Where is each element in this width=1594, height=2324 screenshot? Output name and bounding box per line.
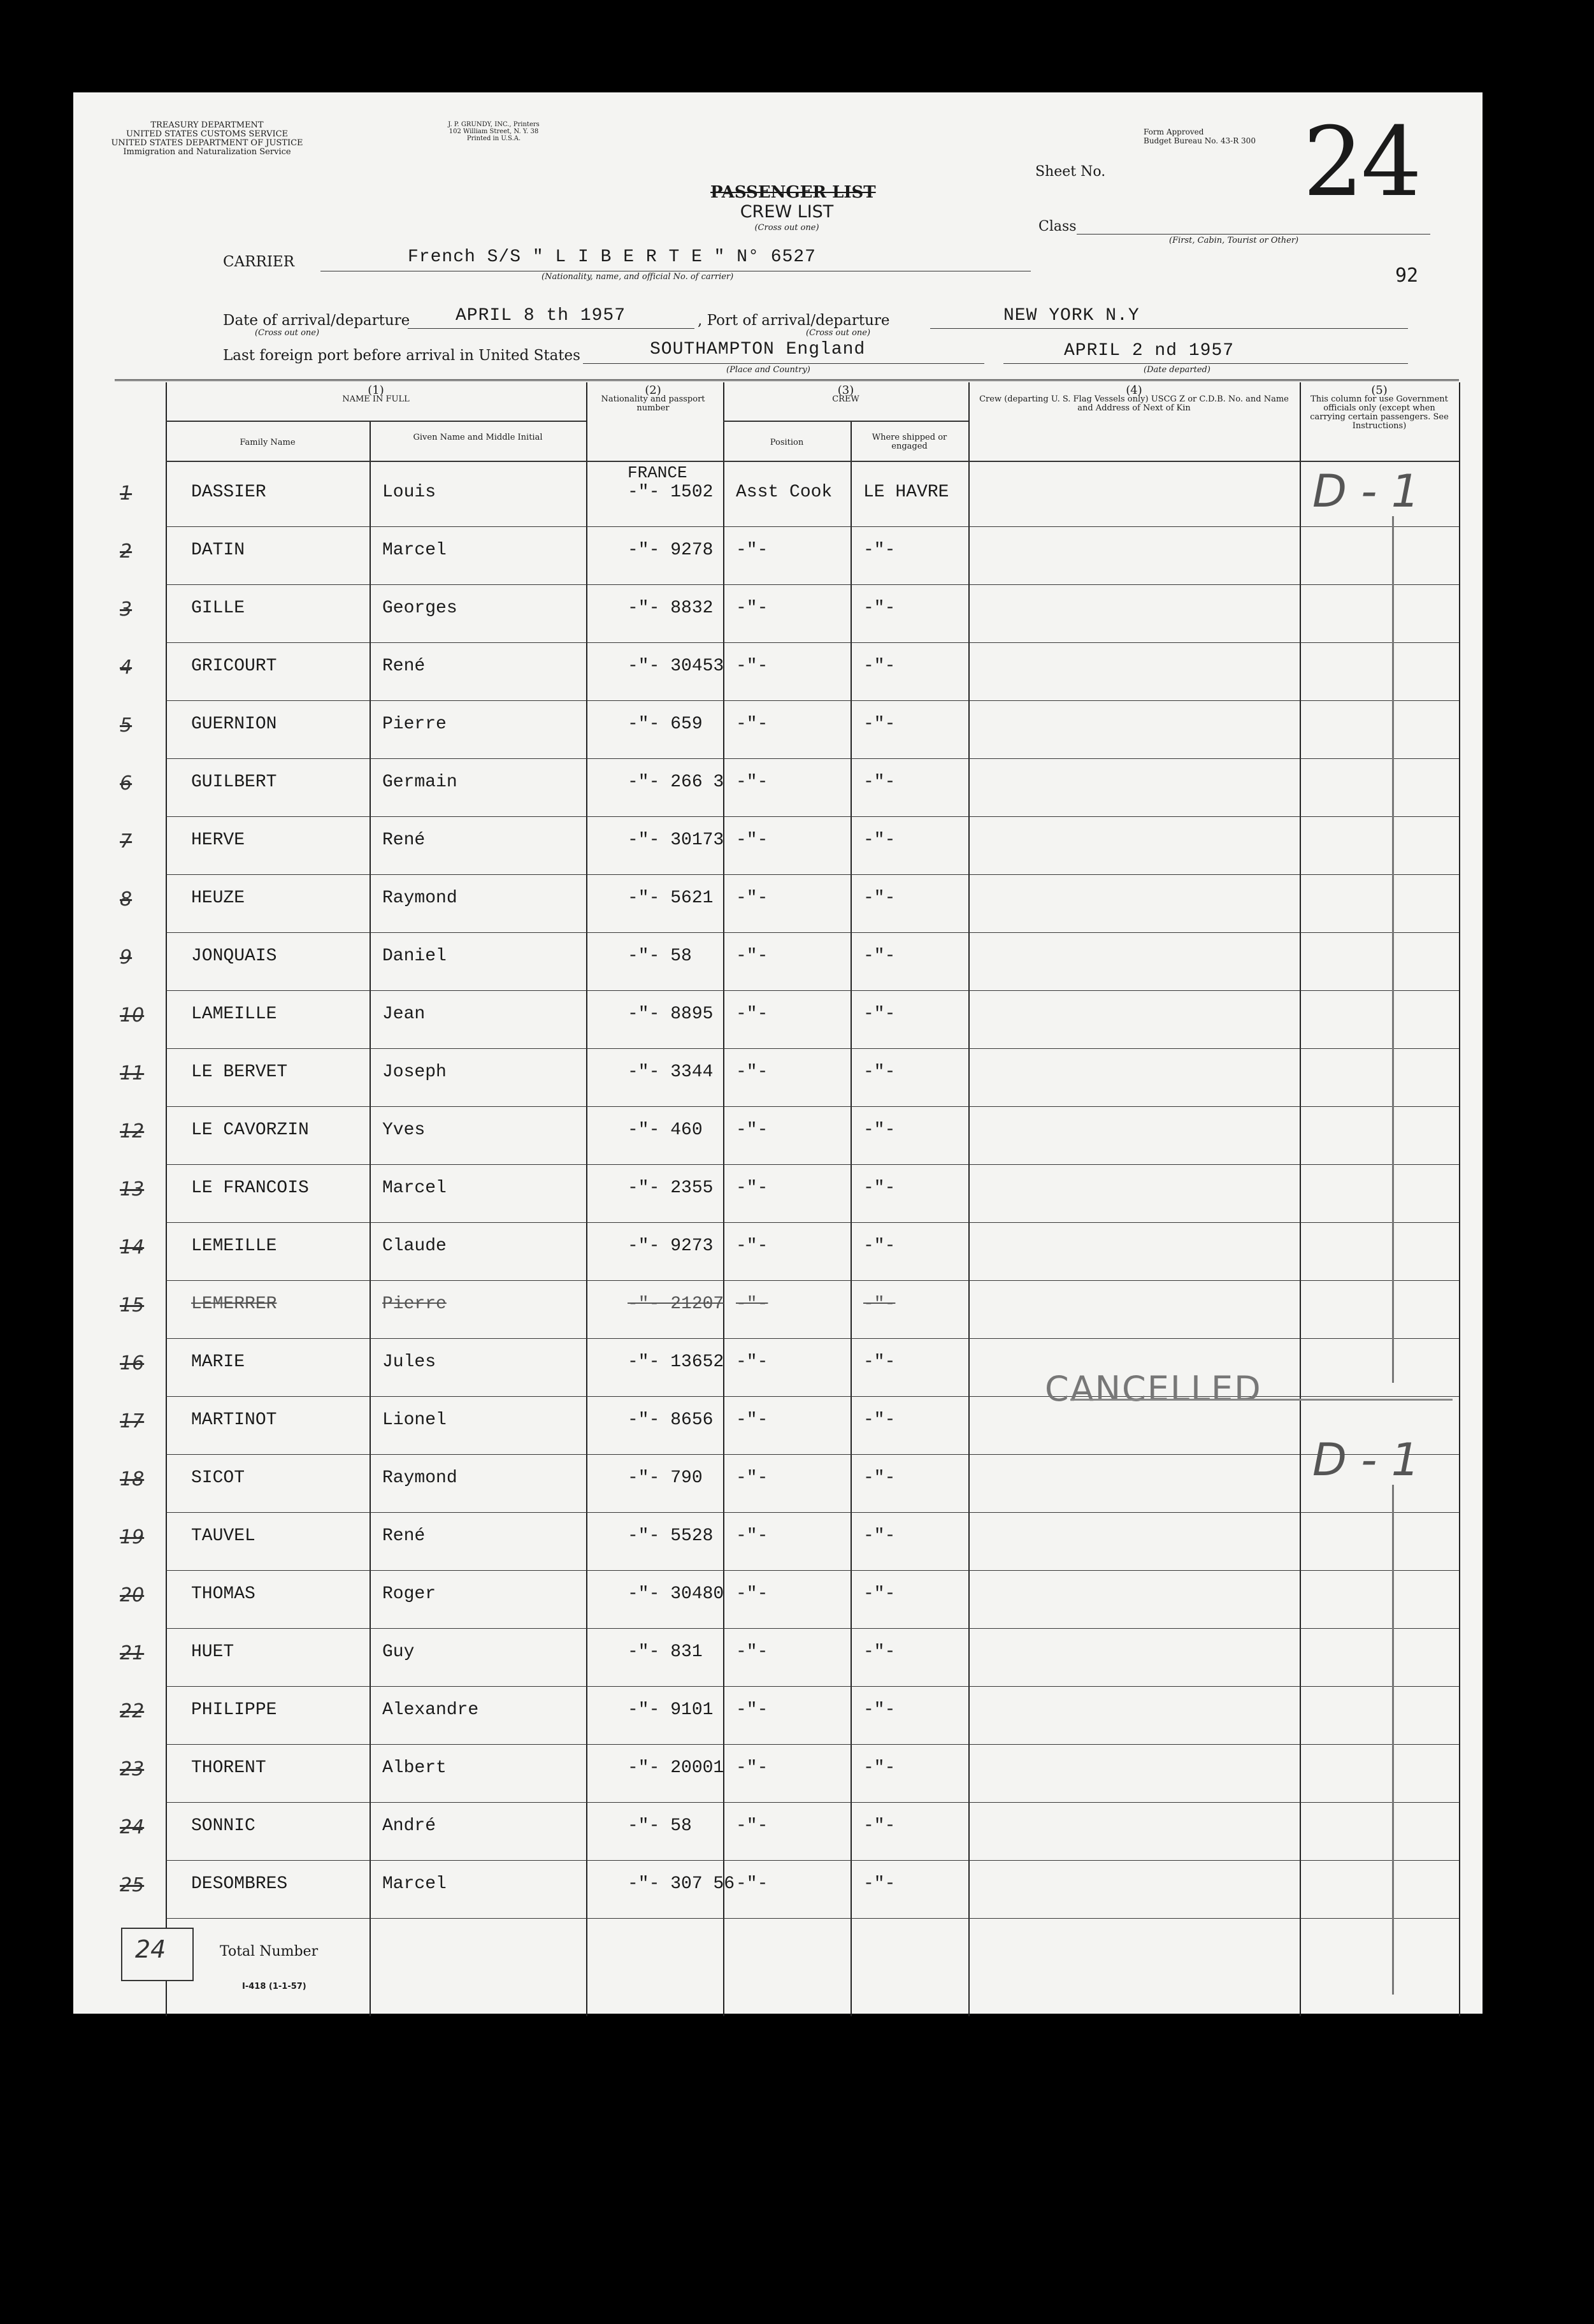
row-rule — [166, 816, 1459, 817]
cell-given: Albert — [382, 1758, 447, 1778]
row-rule — [166, 1454, 1459, 1455]
row-number: 20 — [120, 1584, 145, 1606]
col5-header — [1306, 386, 1453, 431]
row-number: 18 — [120, 1468, 145, 1490]
cell-passport: -"- 790 — [628, 1468, 703, 1488]
cell-shipped: -"- — [863, 1642, 896, 1662]
cell-family: GRICOURT — [191, 656, 277, 676]
cell-given: Guy — [382, 1642, 415, 1662]
cell-position: -"- — [736, 1294, 768, 1314]
row-number: 11 — [120, 1062, 145, 1085]
cell-shipped: -"- — [863, 946, 896, 966]
header-bottom-rule — [166, 461, 1459, 462]
cell-family: LE CAVORZIN — [191, 1120, 309, 1140]
cell-passport: -"- 58 — [628, 1816, 692, 1836]
pencil-mark-lower: D - 1 — [1312, 1434, 1420, 1486]
title-crew-list: CREW LIST — [740, 202, 834, 222]
cell-family: TAUVEL — [191, 1526, 255, 1546]
col5-title: This column for use Government officials only (except when carrying certain passengers. See Instructions) — [1310, 394, 1449, 431]
cell-family: DESOMBRES — [191, 1874, 288, 1894]
cell-passport: -"- 5621 — [628, 888, 714, 908]
port-sub: (Cross out one) — [806, 328, 871, 338]
cell-family: LE FRANCOIS — [191, 1178, 309, 1198]
row-rule — [166, 1164, 1459, 1165]
cell-family: MARIE — [191, 1352, 245, 1372]
last-port-line — [583, 363, 984, 364]
cell-shipped: -"- — [863, 1874, 896, 1894]
row-rule — [166, 1512, 1459, 1513]
cell-given: Pierre — [382, 714, 447, 734]
cancelled-strike — [1070, 1399, 1453, 1401]
cell-given: Marcel — [382, 1178, 447, 1198]
cell-family: SICOT — [191, 1468, 245, 1488]
cell-shipped: -"- — [863, 1410, 896, 1430]
cell-shipped: -"- — [863, 1004, 896, 1024]
cell-passport: -"- 30453 — [628, 656, 724, 676]
form-code: I-418 (1-1-57) — [242, 1982, 306, 1991]
last-port-label: Last foreign port before arrival in United States — [223, 347, 580, 364]
title-sub: (Cross out one) — [754, 223, 819, 233]
cell-given: René — [382, 1526, 426, 1546]
cell-position: -"- — [736, 1526, 768, 1546]
cell-family: LAMEILLE — [191, 1004, 277, 1024]
date-departed-sub: (Date departed) — [1144, 365, 1210, 375]
cell-passport: -"- 20001 — [628, 1758, 724, 1778]
col-divider — [370, 421, 371, 2016]
position-header: Position — [770, 438, 804, 447]
row-rule — [166, 1048, 1459, 1049]
cell-position: -"- — [736, 772, 768, 792]
port-label: , Port of arrival/departure — [698, 312, 890, 329]
cell-passport: -"- 460 — [628, 1120, 703, 1140]
port-line — [930, 328, 1408, 329]
nationality-header: FRANCE — [628, 463, 687, 482]
cell-family: SONNIC — [191, 1816, 255, 1836]
date-departed-line — [1003, 363, 1408, 364]
cell-given: Jules — [382, 1352, 436, 1372]
row-rule — [166, 1686, 1459, 1687]
subhead-rule — [723, 421, 968, 422]
cell-family: DASSIER — [191, 482, 266, 502]
cell-position: -"- — [736, 1004, 768, 1024]
form-line: Form Approved — [1144, 127, 1204, 136]
cell-family: LEMERRER — [191, 1294, 277, 1314]
form-line: Budget Bureau No. 43-R 300 — [1144, 136, 1256, 145]
cell-passport: -"- 8832 — [628, 598, 714, 618]
cell-given: André — [382, 1816, 436, 1836]
col-divider — [1300, 382, 1301, 2016]
cell-position: -"- — [736, 1178, 768, 1198]
cell-position: -"- — [736, 540, 768, 560]
date-sub: (Cross out one) — [255, 328, 320, 338]
cell-shipped: -"- — [863, 656, 896, 676]
cell-position: -"- — [736, 1642, 768, 1662]
row-rule — [166, 642, 1459, 643]
page-number: 92 — [1395, 264, 1419, 287]
cell-shipped: -"- — [863, 714, 896, 734]
cancelled-stamp: CANCELLED — [1045, 1369, 1262, 1409]
cell-shipped: -"- — [863, 772, 896, 792]
cell-family: HEUZE — [191, 888, 245, 908]
row-number: 25 — [120, 1874, 145, 1896]
row-rule — [166, 1802, 1459, 1803]
col2-title: Nationality and passport number — [601, 394, 705, 413]
cell-family: MARTINOT — [191, 1410, 277, 1430]
cell-position: -"- — [736, 1700, 768, 1720]
cell-given: Daniel — [382, 946, 447, 966]
carrier-sub: (Nationality, name, and official No. of carrier) — [542, 272, 734, 282]
cell-family: JONQUAIS — [191, 946, 277, 966]
cell-position: -"- — [736, 1874, 768, 1894]
row-rule — [166, 1222, 1459, 1223]
family-header: Family Name — [240, 438, 296, 447]
cell-shipped: -"- — [863, 1062, 896, 1082]
cell-passport: -"- 9101 — [628, 1700, 714, 1720]
form-approval — [1144, 127, 1296, 145]
cell-family: DATIN — [191, 540, 245, 560]
cell-shipped: -"- — [863, 1758, 896, 1778]
row-rule — [166, 1918, 1459, 1919]
shipped-header: Where shipped or engaged — [872, 433, 947, 451]
cell-passport: -"- 9273 — [628, 1236, 714, 1256]
total-label: Total Number — [220, 1944, 319, 1960]
cell-position: -"- — [736, 1410, 768, 1430]
cell-shipped: -"- — [863, 1236, 896, 1256]
cell-position: -"- — [736, 1816, 768, 1836]
cell-given: Pierre — [382, 1294, 447, 1314]
cell-shipped: -"- — [863, 1294, 896, 1314]
last-port-sub: (Place and Country) — [726, 365, 810, 375]
pencil-mark-top: D - 1 — [1312, 465, 1420, 517]
cell-position: -"- — [736, 656, 768, 676]
cell-given: Lionel — [382, 1410, 447, 1430]
cell-passport: -"- 3344 — [628, 1062, 714, 1082]
cell-position: -"- — [736, 1758, 768, 1778]
carrier-label: CARRIER — [223, 254, 295, 270]
row-rule — [166, 1106, 1459, 1107]
row-rule — [166, 758, 1459, 759]
date-value: APRIL 8 th 1957 — [456, 306, 626, 326]
cell-given: Georges — [382, 598, 457, 618]
row-rule — [166, 990, 1459, 991]
col3-header — [723, 386, 968, 404]
carrier-value: French S/S " L I B E R T E " N° 6527 — [408, 247, 816, 267]
cell-shipped: -"- — [863, 540, 896, 560]
cell-position: -"- — [736, 598, 768, 618]
col1-num: (1) — [368, 384, 384, 397]
given-header: Given Name and Middle Initial — [413, 433, 543, 442]
cell-family: LEMEILLE — [191, 1236, 277, 1256]
cell-given: Jean — [382, 1004, 426, 1024]
title-passenger-struck: PASSENGER LIST — [710, 183, 876, 202]
cell-shipped: -"- — [863, 1584, 896, 1604]
cell-shipped: -"- — [863, 1352, 896, 1372]
cell-given: Marcel — [382, 540, 447, 560]
row-number: 16 — [120, 1352, 145, 1375]
row-rule — [166, 526, 1459, 527]
col5-num: (5) — [1371, 384, 1388, 397]
total-value: 24 — [135, 1935, 166, 1963]
cell-passport: -"- 831 — [628, 1642, 703, 1662]
row-rule — [166, 1570, 1459, 1571]
row-number: 24 — [120, 1816, 145, 1838]
cell-family: GUILBERT — [191, 772, 277, 792]
printer-line: Printed in U.S.A. — [466, 135, 521, 142]
col1-title: NAME IN FULL — [342, 394, 410, 404]
col4-header — [978, 386, 1290, 413]
printer-imprint — [411, 121, 577, 142]
cell-given: Claude — [382, 1236, 447, 1256]
cell-shipped: -"- — [863, 1526, 896, 1546]
col-divider — [968, 382, 970, 2016]
cell-given: Alexandre — [382, 1700, 479, 1720]
row-rule — [166, 1338, 1459, 1339]
row-number: 21 — [120, 1642, 145, 1664]
cell-family: THOMAS — [191, 1584, 255, 1604]
cell-passport: -"- 1502 — [628, 482, 714, 502]
cell-given: René — [382, 656, 426, 676]
row-rule — [166, 1744, 1459, 1745]
cell-given: Marcel — [382, 1874, 447, 1894]
cell-passport: -"- 13652 — [628, 1352, 724, 1372]
cell-family: PHILIPPE — [191, 1700, 277, 1720]
cell-family: HERVE — [191, 830, 245, 850]
cell-given: Germain — [382, 772, 457, 792]
cell-family: GUERNION — [191, 714, 277, 734]
subhead-rule — [166, 421, 586, 422]
printer-line: J. P. GRUNDY, INC., Printers — [448, 121, 540, 128]
cell-given: René — [382, 830, 426, 850]
col2-header — [592, 386, 714, 413]
printer-line: 102 William Street, N. Y. 38 — [449, 128, 539, 135]
cell-passport: -"- 5528 — [628, 1526, 714, 1546]
row-rule — [166, 700, 1459, 701]
row-number: 13 — [120, 1178, 145, 1201]
row-number: 22 — [120, 1700, 145, 1722]
row-number: 7 — [120, 830, 133, 853]
class-line — [1077, 234, 1430, 235]
row-rule — [166, 1860, 1459, 1861]
cell-shipped: -"- — [863, 888, 896, 908]
cell-passport: -"- 2355 — [628, 1178, 714, 1198]
row-number: 14 — [120, 1236, 145, 1259]
cell-shipped: -"- — [863, 1468, 896, 1488]
class-sub: (First, Cabin, Tourist or Other) — [1169, 236, 1299, 245]
col-divider — [166, 382, 167, 2016]
cell-shipped: -"- — [863, 830, 896, 850]
col3-num: (3) — [837, 384, 854, 397]
cell-shipped: -"- — [863, 1178, 896, 1198]
cell-position: Asst Cook — [736, 482, 833, 502]
cell-position: -"- — [736, 1468, 768, 1488]
sheet-label: Sheet No. — [1035, 164, 1106, 180]
row-number: 1 — [120, 482, 133, 505]
cell-passport: -"- 58 — [628, 946, 692, 966]
col-divider — [1459, 382, 1460, 2016]
cell-family: LE BERVET — [191, 1062, 288, 1082]
row-number: 23 — [120, 1758, 145, 1780]
agency-header — [99, 121, 315, 157]
row-number: 19 — [120, 1526, 145, 1548]
cell-given: Louis — [382, 482, 436, 502]
row-number: 15 — [120, 1294, 145, 1317]
col2-num: (2) — [645, 384, 661, 397]
col1-header — [166, 386, 586, 404]
cell-passport: -"- 30173 — [628, 830, 724, 850]
cell-position: -"- — [736, 830, 768, 850]
header-rule — [115, 379, 1459, 381]
row-rule — [166, 1396, 1459, 1397]
agency-line: UNITED STATES DEPARTMENT OF JUSTICE — [111, 138, 303, 148]
cell-shipped: -"- — [863, 1700, 896, 1720]
cell-position: -"- — [736, 1062, 768, 1082]
row-number: 9 — [120, 946, 133, 969]
row-number: 6 — [120, 772, 133, 795]
row-number: 3 — [120, 598, 133, 621]
cell-passport: -"- 9278 — [628, 540, 714, 560]
row-number: 5 — [120, 714, 133, 737]
col4-title: Crew (departing U. S. Flag Vessels only) USCG Z or C.D.B. No. and Name and Address of Next of Kin — [979, 394, 1289, 413]
port-value: NEW YORK N.Y — [1003, 306, 1140, 326]
cell-shipped: -"- — [863, 1816, 896, 1836]
cell-family: HUET — [191, 1642, 234, 1662]
cell-passport: -"- 659 — [628, 714, 703, 734]
cell-given: Raymond — [382, 888, 457, 908]
cell-passport: -"- 266 3 — [628, 772, 724, 792]
cell-position: -"- — [736, 1352, 768, 1372]
cell-family: GILLE — [191, 598, 245, 618]
date-line — [408, 328, 694, 329]
cell-family: THORENT — [191, 1758, 266, 1778]
sheet-number: 24 — [1303, 107, 1419, 218]
cell-position: -"- — [736, 1584, 768, 1604]
last-port-value: SOUTHAMPTON England — [650, 340, 866, 359]
row-rule — [166, 1280, 1459, 1281]
crew-table — [115, 382, 1459, 2016]
row-rule — [166, 932, 1459, 933]
cell-passport: -"- 30480 — [628, 1584, 724, 1604]
row-number: 2 — [120, 540, 133, 563]
cell-position: -"- — [736, 888, 768, 908]
cell-position: -"- — [736, 1236, 768, 1256]
cell-passport: -"- 21207 — [628, 1294, 724, 1314]
pencil-bracket-lower — [1392, 1485, 1394, 1995]
col4-num: (4) — [1126, 384, 1142, 397]
cell-given: Roger — [382, 1584, 436, 1604]
col-divider — [586, 382, 587, 2016]
row-rule — [166, 584, 1459, 585]
row-number: 10 — [120, 1004, 145, 1027]
row-number: 8 — [120, 888, 133, 911]
row-number: 17 — [120, 1410, 145, 1433]
class-label: Class — [1038, 219, 1077, 235]
cell-passport: -"- 307 56 — [628, 1874, 735, 1894]
cell-position: -"- — [736, 946, 768, 966]
cell-given: Joseph — [382, 1062, 447, 1082]
agency-line: TREASURY DEPARTMENT — [150, 120, 264, 130]
cell-shipped: -"- — [863, 598, 896, 618]
cell-position: -"- — [736, 1120, 768, 1140]
total-box — [121, 1928, 194, 1981]
col3-title: CREW — [832, 394, 859, 404]
agency-line: UNITED STATES CUSTOMS SERVICE — [126, 129, 289, 139]
cell-position: -"- — [736, 714, 768, 734]
cell-passport: -"- 8656 — [628, 1410, 714, 1430]
pencil-bracket-top — [1392, 516, 1394, 1383]
agency-line: Immigration and Naturalization Service — [123, 147, 291, 157]
cell-given: Yves — [382, 1120, 426, 1140]
cell-passport: -"- 8895 — [628, 1004, 714, 1024]
cell-given: Raymond — [382, 1468, 457, 1488]
date-departed-value: APRIL 2 nd 1957 — [1064, 341, 1235, 361]
row-number: 12 — [120, 1120, 145, 1143]
row-number: 4 — [120, 656, 133, 679]
crew-list-document — [73, 92, 1483, 2014]
row-rule — [166, 1628, 1459, 1629]
cell-shipped: LE HAVRE — [863, 482, 949, 502]
col-divider — [851, 421, 852, 2016]
cell-shipped: -"- — [863, 1120, 896, 1140]
row-rule — [166, 874, 1459, 875]
date-label: Date of arrival/departure — [223, 312, 410, 329]
